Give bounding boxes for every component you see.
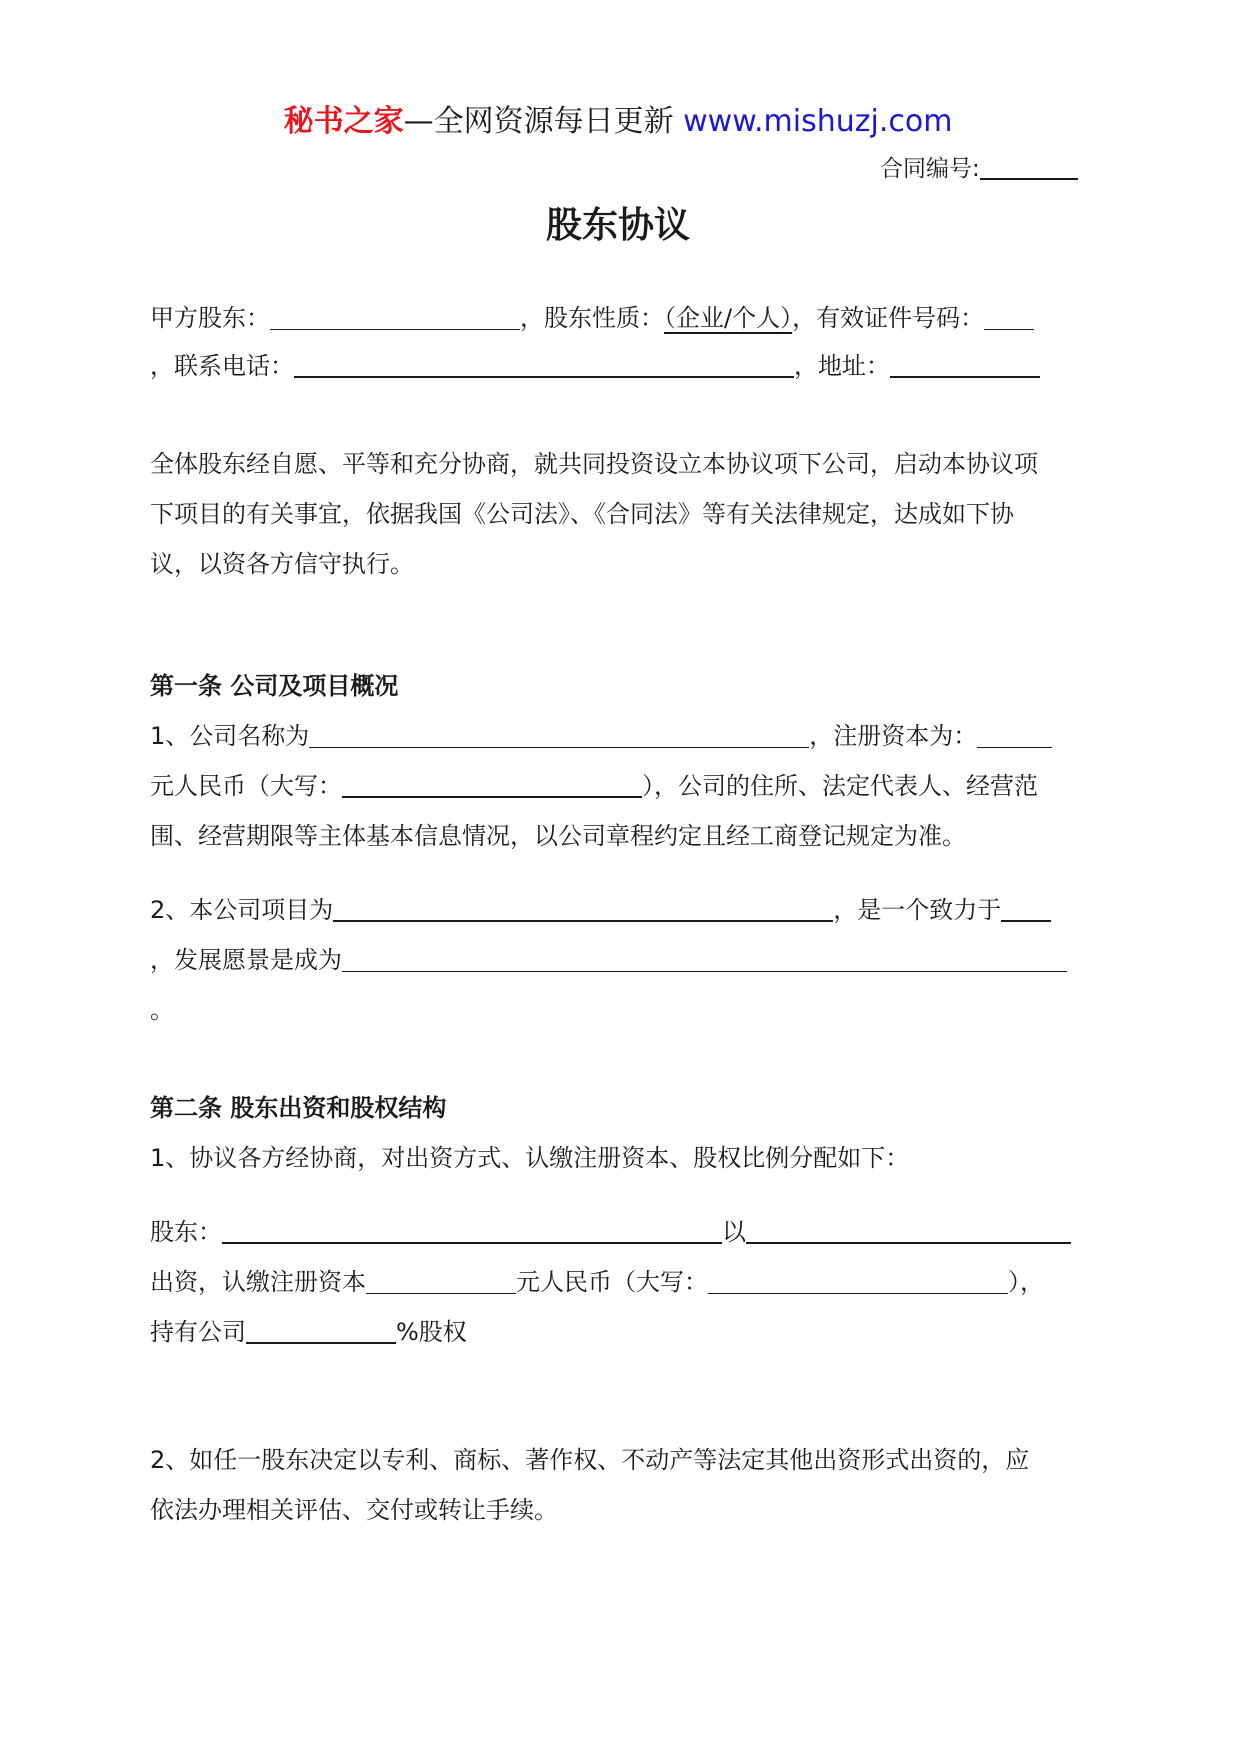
article2-p2-line1: 2、如任一股东决定以专利、商标、著作权、不动产等法定其他出资形式出资的，应 [150, 1446, 1030, 1474]
shareholder-label: 股东： [150, 1218, 222, 1246]
contribution-method-blank[interactable] [746, 1218, 1071, 1244]
header-dash: — [403, 104, 434, 139]
registered-capital-label: ，注册资本为： [809, 722, 978, 750]
party-a-blank[interactable] [270, 305, 520, 330]
party-line-2 [150, 348, 1040, 384]
article2-p1: 1、协议各方经协商，对出资方式、认缴注册资本、股权比例分配如下： [150, 1144, 910, 1172]
party-a-label: 甲方股东： [150, 304, 270, 332]
intro-line-3: 议，以资各方信守执行。 [150, 550, 414, 578]
subscribed-uppercase-label: 元人民币（大写： [516, 1268, 708, 1296]
nature-value: （企业/个人） [664, 304, 793, 332]
project-blank[interactable] [333, 896, 833, 922]
subscribed-capital-blank[interactable] [366, 1269, 516, 1294]
subscribed-uppercase-blank[interactable] [708, 1269, 1008, 1294]
equity-suffix: %股权 [396, 1318, 467, 1346]
vision-label: ，发展愿景是成为 [150, 946, 342, 974]
article1-p1-line3: 围、经营期限等主体基本信息情况，以公司章程约定且经工商登记规定为准。 [150, 822, 966, 850]
shareholder-blank[interactable] [222, 1218, 722, 1244]
article1-p2-end: 。 [150, 996, 174, 1024]
contract-number [880, 150, 1078, 183]
contribution-by-label: 以 [722, 1218, 746, 1246]
shareholder-line-1 [150, 1214, 1071, 1250]
intro-line-2: 下项目的有关事宜，依据我国《公司法》、《合同法》等有关法律规定，达成如下协 [150, 500, 1014, 528]
subscribed-capital-label: 出资，认缴注册资本 [150, 1268, 366, 1296]
shareholder-line-3 [150, 1314, 467, 1350]
project-label: 2、本公司项目为 [150, 896, 334, 924]
contract-number-label: 合同编号: [880, 156, 980, 182]
company-name-label: 1、公司名称为 [150, 722, 310, 750]
company-name-blank[interactable] [309, 723, 809, 748]
article1-p1-line1 [150, 718, 1052, 754]
party-line-1 [150, 300, 1034, 336]
phone-blank[interactable] [294, 352, 794, 378]
vision-blank[interactable] [342, 947, 1067, 972]
site-url[interactable]: www.mishuzj.com [683, 104, 953, 139]
contract-number-blank[interactable] [980, 154, 1078, 180]
id-number-label: ，有效证件号码： [792, 304, 985, 332]
id-number-blank[interactable] [984, 305, 1034, 330]
nature-label: ，股东性质： [520, 304, 664, 332]
article1-p1-text: ），公司的住所、法定代表人、经营范 [642, 772, 1038, 800]
document-title: 股东协议 [545, 205, 690, 246]
dedicated-label: ，是一个致力于 [833, 896, 1002, 924]
capital-uppercase-label: 元人民币（大写： [150, 772, 342, 800]
site-header [0, 100, 1236, 144]
address-blank[interactable] [890, 352, 1040, 378]
article2-heading: 第二条 股东出资和股权结构 [150, 1094, 447, 1122]
capital-uppercase-blank[interactable] [342, 772, 642, 798]
equity-percent-blank[interactable] [246, 1318, 396, 1344]
brand-name: 秘书之家 [283, 104, 404, 139]
article1-p1-line2 [150, 768, 1038, 804]
registered-capital-blank[interactable] [977, 723, 1052, 748]
header-tagline: 全网资源每日更新 [433, 104, 674, 139]
equity-label: 持有公司 [150, 1318, 246, 1346]
dedicated-blank[interactable] [1001, 896, 1051, 922]
article1-p2-line1 [150, 892, 1051, 928]
shareholder-line-2-end: ）， [1008, 1268, 1044, 1296]
phone-label: ，联系电话： [150, 352, 294, 380]
intro-line-1: 全体股东经自愿、平等和充分协商，就共同投资设立本协议项下公司，启动本协议项 [150, 450, 1038, 478]
article1-heading: 第一条 公司及项目概况 [150, 672, 399, 700]
shareholder-line-2 [150, 1264, 1044, 1300]
address-label: ，地址： [794, 352, 890, 380]
article2-p2-line2: 依法办理相关评估、交付或转让手续。 [150, 1496, 558, 1524]
article1-p2-line2 [150, 942, 1067, 978]
